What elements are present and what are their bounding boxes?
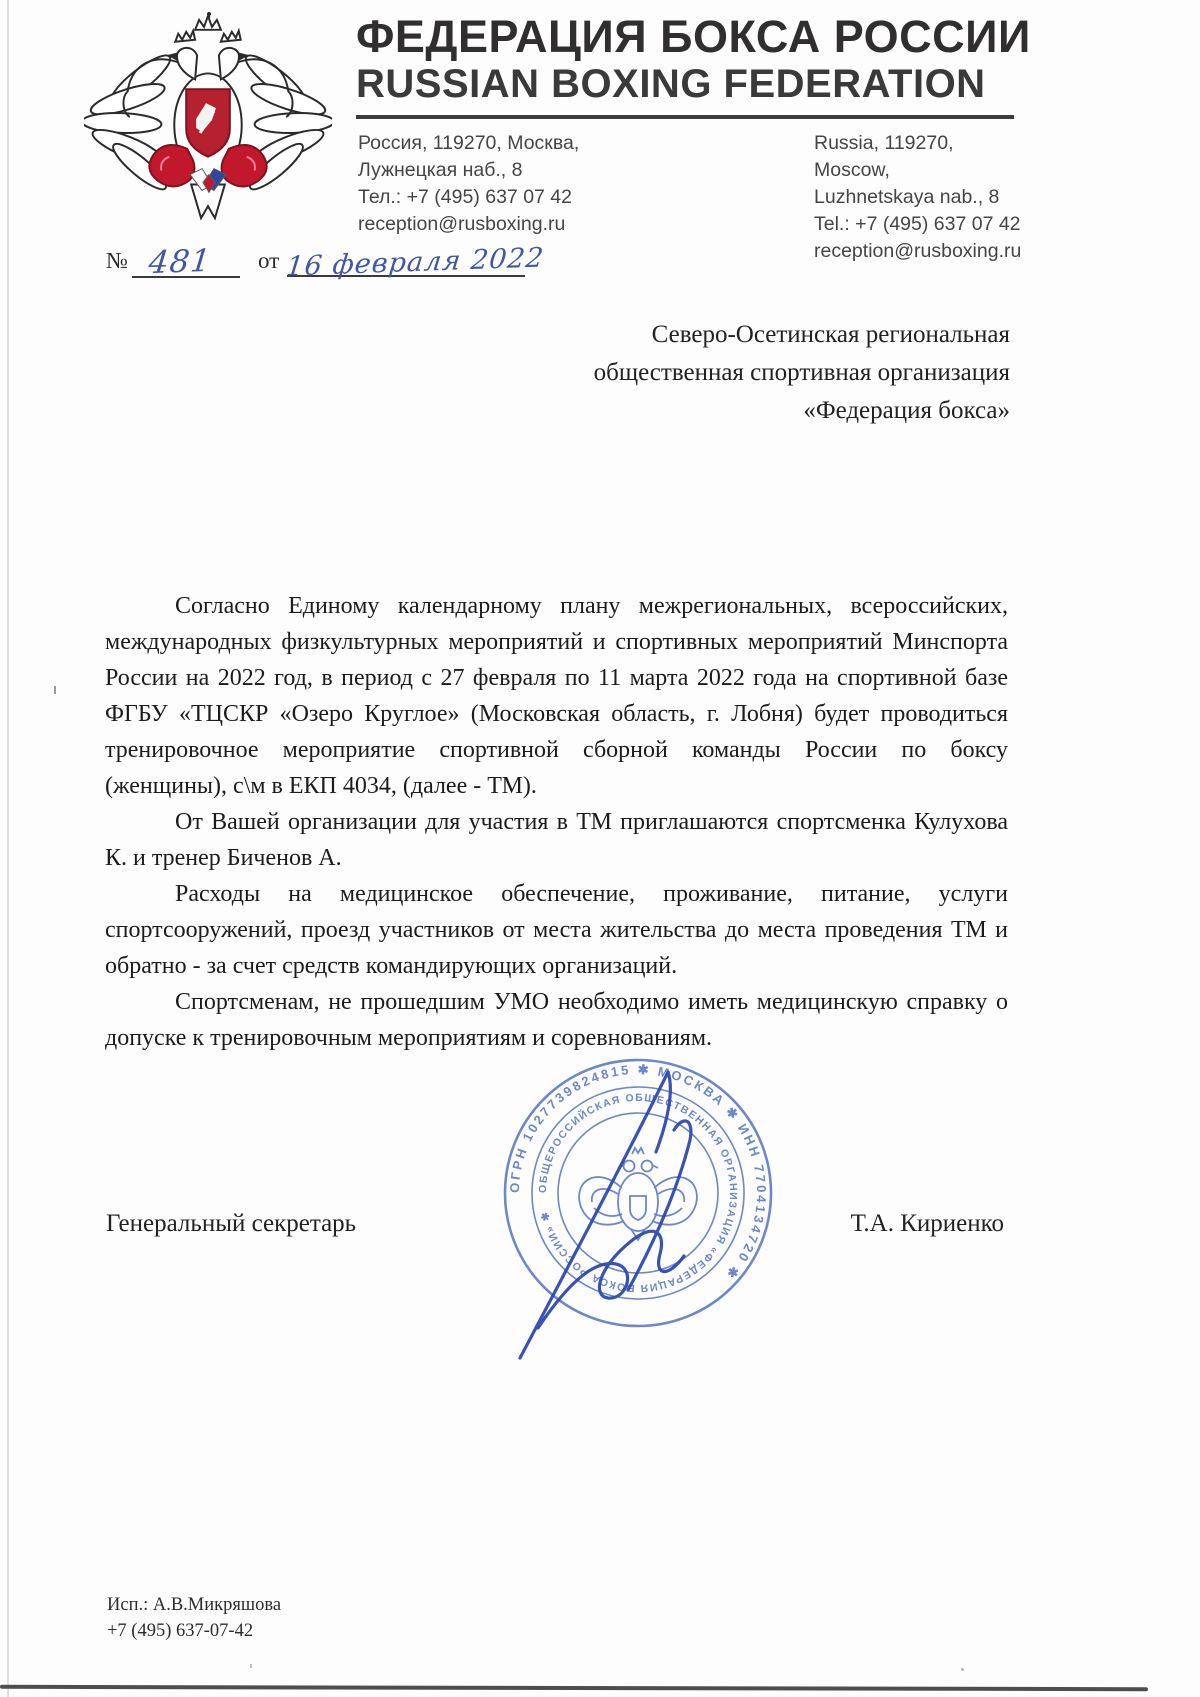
address-ru-email: reception@rusboxing.ru (358, 212, 566, 235)
number-field (132, 240, 240, 282)
scan-speck (961, 1668, 964, 1671)
federation-title-ru: ФЕДЕРАЦИЯ БОКСА РОССИИ (356, 11, 1031, 62)
address-russian (358, 130, 579, 238)
svg-text:ОБЩЕРОССИЙСКАЯ ОБЩЕСТВЕННАЯ ОР (537, 1092, 739, 1294)
handwritten-date: 16 февраля 2022 (285, 242, 546, 283)
stamp-inner-ring-text: ОБЩЕРОССИЙСКАЯ ОБЩЕСТВЕННАЯ ОРГАНИЗАЦИЯ «ФЕДЕРАЦИЯ БОКСА РОССИИ» ✱ (536, 1091, 740, 1295)
number-sign: № (106, 248, 128, 273)
date-field (285, 242, 546, 283)
recipient-block (490, 316, 1010, 430)
stamp-eagle-emblem-icon (579, 1148, 697, 1240)
body-paragraph: Спортсменам, не прошедшим УМО необходимо иметь медицинскую справку о допуске к тренировочным мероприятиям и соревнованиям. (105, 989, 1008, 1051)
signatory-name: Т.А. Кириенко (850, 1210, 1004, 1237)
address-en-line: Russia, 119270, Moscow, (814, 131, 954, 181)
reference-line (106, 240, 546, 283)
scan-speck (250, 1664, 252, 1668)
body-paragraph: Согласно Единому календарному плану межрегиональных, всероссийских, международных физкультурных мероприятий и спортивных мероприятий Минспорта России на 2022 год, в период с 27 февраля по 11 марта 2022 года на спортивной базе ФГБУ «ТЦСКР «Озеро Круглое» (Московская область, г. Лобня) будет проводиться тренировочное мероприятие спортивной сборной команды России по боксу (женщины), с\м в ЕКП 4034, (далее - ТМ). (105, 593, 1008, 799)
round-stamp-icon (478, 1028, 798, 1368)
address-ru-line: Лужнецкая наб., 8 (358, 158, 523, 181)
address-ru-line: Тел.: +7 (495) 637 07 42 (358, 185, 572, 208)
federation-coat-of-arms-logo (84, 8, 332, 238)
address-block (356, 130, 1022, 262)
from-label: от (257, 248, 280, 273)
stamp-and-signature (478, 1028, 798, 1368)
body-paragraph: Расходы на медицинское обеспечение, проживание, питание, услуги спортсооружений, проезд участников от места жительства до места проведения ТМ и обратно - за счет средств командирующих организаций. (105, 881, 1008, 979)
executor-footer (107, 1592, 281, 1644)
federation-title-en: RUSSIAN BOXING FEDERATION (356, 61, 986, 106)
address-en-line: Luzhnetskaya nab., 8 (814, 185, 1000, 208)
address-english (814, 130, 1021, 265)
executor-phone: +7 (495) 637-07-42 (107, 1621, 254, 1641)
signatory-position: Генеральный секретарь (106, 1210, 357, 1237)
recipient-line: «Федерация бокса» (803, 397, 1010, 424)
scan-edge-left (7, 0, 9, 1697)
address-en-line: Tel.: +7 (495) 637 07 42 (814, 212, 1021, 235)
masthead-divider (356, 115, 1014, 119)
recipient-line: общественная спортивная организация (593, 359, 1010, 386)
masthead (356, 11, 1031, 262)
executor-name: Исп.: А.В.Микряшова (107, 1595, 282, 1615)
handwritten-number: 481 (146, 242, 214, 282)
address-ru-line: Россия, 119270, Москва, (358, 131, 580, 154)
address-en-email: reception@rusboxing.ru (814, 239, 1022, 262)
double-eagle-boxing-logo-icon (84, 8, 332, 238)
recipient-line: Северо-Осетинская региональная (651, 321, 1010, 348)
body-paragraph: От Вашей организации для участия в ТМ приглашаются спортсменка Кулухова К. и тренер Биченов А. (105, 809, 1008, 871)
scan-speck (54, 686, 56, 694)
scan-edge-bottom (0, 1685, 1148, 1691)
letter-body (105, 588, 1008, 1056)
stamp-outer-ring-text: ОГРН 1027739824815 ✱ МОСКВА ✱ ИНН 7704134720 ✱ (506, 1061, 770, 1284)
